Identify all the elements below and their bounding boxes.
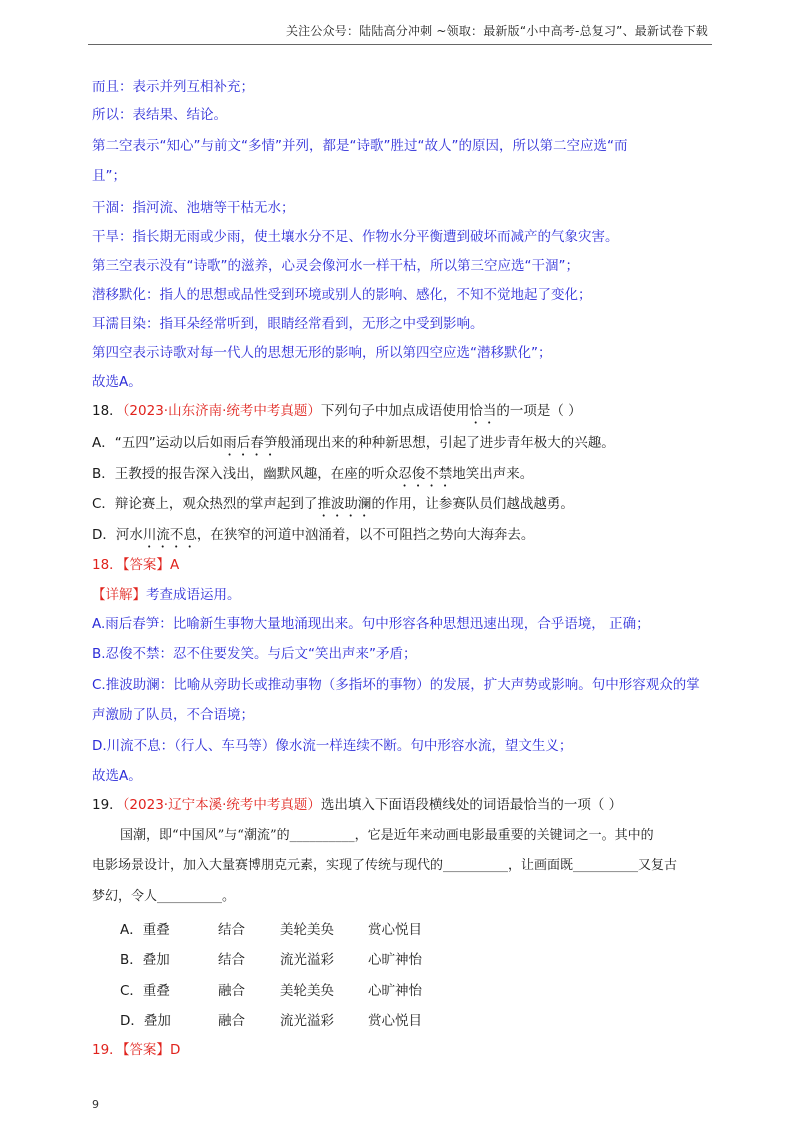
question-19-stem bbox=[92, 795, 712, 815]
question-number: 19． bbox=[92, 797, 123, 813]
option-text: 般涌现出来的种种新思想，引起了进步青年极大的兴趣。 bbox=[277, 435, 615, 451]
detail-18 bbox=[92, 585, 712, 605]
analysis-conclusion: 故选A。 bbox=[92, 768, 142, 784]
option-a bbox=[120, 918, 448, 938]
option-b bbox=[120, 948, 448, 968]
explanation-line: 潜移默化：指人的思想或品性受到环境或别人的影响、感化，不知不觉地起了变化； bbox=[92, 287, 592, 303]
option-text: D．河水 bbox=[92, 527, 143, 543]
analysis-line: D.川流不息：（行人、车马等）像水流一样连续不断。句中形容水流，望文生义； bbox=[92, 738, 573, 754]
explanation-line: 干涸：指河流、池塘等干枯无水； bbox=[92, 200, 295, 216]
explanation-line: 第四空表示诗歌对每一代人的思想无形的影响，所以第四空应选“潜移默化”； bbox=[92, 345, 552, 361]
option-c bbox=[92, 494, 712, 520]
analysis-line: C.推波助澜：比喻从旁助长或推动事物（多指坏的事物）的发展，扩大声势或影响。句中形容观众的掌 bbox=[92, 677, 700, 693]
option-word: 美轮美奂 bbox=[280, 983, 334, 999]
answer-number: 18． bbox=[92, 557, 123, 573]
analysis-line: A.雨后春笋：比喻新生事物大量地涌现出来。句中形容各种思想迅速出现，合乎语境， 正确； bbox=[92, 616, 650, 632]
option-key: B．叠加 bbox=[120, 952, 170, 968]
option-word: 流光溢彩 bbox=[280, 952, 334, 968]
answer-label: 【答案】 bbox=[122, 557, 170, 573]
option-word: 赏心悦目 bbox=[368, 1013, 422, 1029]
question-source: （2023·辽宁本溪·统考中考真题） bbox=[122, 797, 321, 813]
explanation-line: 而且：表示并列互相补充； bbox=[92, 79, 254, 95]
analysis-line: B.忍俊不禁：忍不住要发笑。与后文“笑出声来”矛盾； bbox=[92, 646, 417, 662]
option-word: 心旷神怡 bbox=[368, 952, 422, 968]
option-word: 赏心悦目 bbox=[368, 922, 422, 938]
option-word: 结合 bbox=[218, 922, 245, 938]
passage-line: 国潮，即“中国风”与“潮流”的__________，它是近年来动画电影最重要的关键词之一。其中的 bbox=[120, 828, 654, 843]
explanation-line: 耳濡目染：指耳朵经常听到，眼睛经常看到，无形之中受到影响。 bbox=[92, 316, 484, 332]
option-word: 融合 bbox=[218, 1013, 245, 1029]
option-key: D．叠加 bbox=[120, 1013, 171, 1029]
detail-text: 考查成语运用。 bbox=[146, 587, 241, 603]
option-word: 融合 bbox=[218, 983, 245, 999]
option-word: 心旷神怡 bbox=[368, 983, 422, 999]
passage-line: 电影场景设计，加入大量赛博朋克元素，实现了传统与现代的__________，让画面既__________又复古 bbox=[92, 858, 678, 873]
analysis-line: 声激励了队员，不合语境； bbox=[92, 707, 254, 723]
option-key: A．重叠 bbox=[120, 922, 170, 938]
answer-value: D bbox=[169, 1042, 181, 1058]
explanation-conclusion: 故选A。 bbox=[92, 374, 142, 390]
detail-label: 【详解】 bbox=[92, 587, 146, 603]
option-idiom: 川流不息 bbox=[142, 527, 197, 543]
header-divider bbox=[88, 44, 712, 45]
question-18-stem bbox=[92, 401, 712, 427]
option-idiom: 雨后春笋 bbox=[223, 435, 278, 451]
answer-18 bbox=[92, 555, 712, 575]
explanation-line: 第三空表示没有“诗歌”的滋养，心灵会像河水一样干枯，所以第三空应选“干涸”； bbox=[92, 258, 579, 274]
option-text: C．辩论赛上，观众热烈的掌声起到了 bbox=[92, 496, 318, 512]
question-stem-post: 的一项是（ ） bbox=[496, 403, 582, 419]
answer-19 bbox=[92, 1040, 712, 1060]
question-stem: 选出填入下面语段横线处的词语最恰当的一项（ ） bbox=[320, 797, 623, 813]
answer-number: 19． bbox=[92, 1042, 123, 1058]
passage-line: 梦幻，令人__________。 bbox=[92, 889, 236, 904]
option-text: ，在狭窄的河道中汹涌着，以不可阻挡之势向大海奔去。 bbox=[196, 527, 535, 543]
option-text: B．王教授的报告深入浅出，幽默风趣，在座的听众 bbox=[92, 466, 399, 482]
option-text: 的作用，让参赛队员们越战越勇。 bbox=[371, 496, 574, 512]
page-number: 9 bbox=[92, 1098, 99, 1111]
explanation-line: 所以：表结果、结论。 bbox=[92, 107, 227, 123]
option-c bbox=[120, 979, 448, 999]
option-b bbox=[92, 464, 712, 490]
option-d bbox=[92, 525, 712, 551]
option-word: 流光溢彩 bbox=[280, 1013, 334, 1029]
option-idiom: 推波助澜 bbox=[317, 496, 372, 512]
answer-value: A bbox=[169, 557, 180, 573]
page-header: 关注公众号：陆陆高分冲刺 ~领取：最新版“小中高考-总复习”、最新试卷下载 bbox=[285, 24, 708, 38]
option-d bbox=[120, 1009, 448, 1029]
option-word: 结合 bbox=[218, 952, 245, 968]
question-stem-emphasis: 恰当 bbox=[469, 403, 497, 419]
option-text: A．“五四”运动以后如 bbox=[92, 435, 224, 451]
question-stem-pre: 下列句子中加点成语使用 bbox=[320, 403, 470, 419]
explanation-line: 第二空表示“知心”与前文“多情”并列，都是“诗歌”胜过“故人”的原因，所以第二空应选“而 bbox=[92, 138, 628, 154]
question-number: 18． bbox=[92, 403, 123, 419]
question-source: （2023·山东济南·统考中考真题） bbox=[122, 403, 321, 419]
explanation-line: 干旱：指长期无雨或少雨，使土壤水分不足、作物水分平衡遭到破坏而减产的气象灾害。 bbox=[92, 229, 619, 245]
option-key: C．重叠 bbox=[120, 983, 170, 999]
answer-label: 【答案】 bbox=[122, 1042, 170, 1058]
explanation-line: 且”； bbox=[92, 168, 126, 184]
option-a bbox=[92, 433, 712, 459]
option-text: 地笑出声来。 bbox=[452, 466, 534, 482]
option-word: 美轮美奂 bbox=[280, 922, 334, 938]
option-idiom: 忍俊不禁 bbox=[398, 466, 453, 482]
